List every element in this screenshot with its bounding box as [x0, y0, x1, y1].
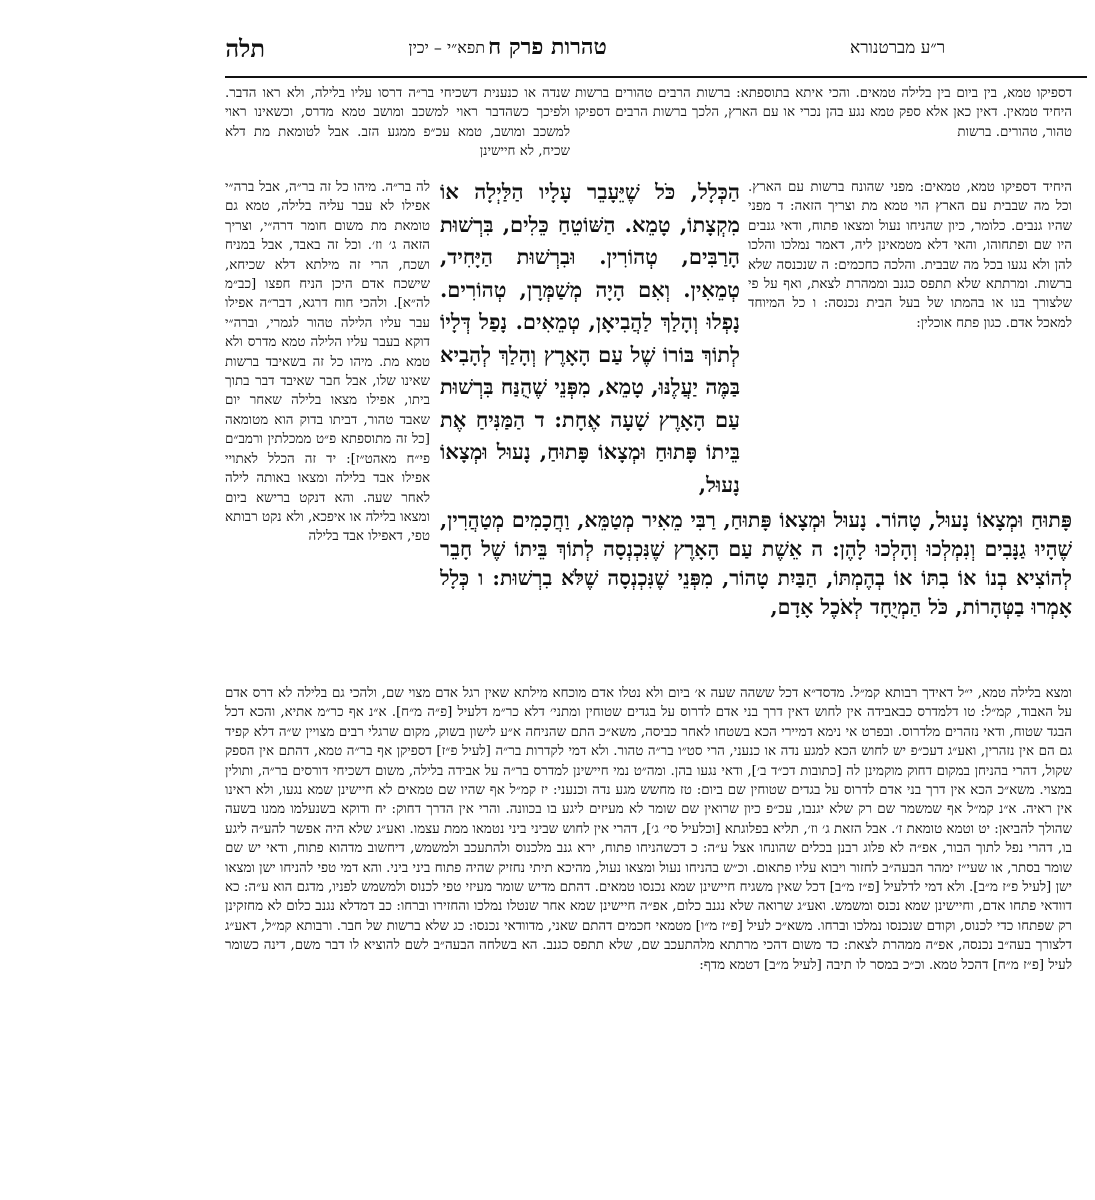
bartenura-commentary-column: היחיד דספיקו טמא, טמאים: מפני שהונח ברשות עם הארץ. וכל מה שבבית עם הארץ הוי טמא מת וצריך הזאה: ד מפני שהיו גנבים. כלומר, כיון שהניחו נעול ומצאו פתוח, ודאי גנבים היו שם ופתחוהו, והאי דלא מטמאינן ליה, דאמר נמלכו והלכו להן ולא נגעו בכל מה שבבית. והלכה כחכמים: ה שנכנסה שלא ברשות. ומרתתא שלא תתפס כגנב וממהרת לצאת, ואף על פי שלצורך בנו או בהמתו של בעל הבית נכנסה: ו כל המיוחד למאכל אדם. כגון פתח אוכלין: [748, 180, 1072, 331]
bartenura-commentary-top: דספיקו טמא, בין ביום בין בלילה טמאים. והכי איתא בתוספתא: ברשות הרבים טהורים ברשות היחיד טמאין. דאין כאן אלא ספק טמא נגע בהן נכרי או עם הארץ, הלכך ברשות הרבים דספיקו טהור, טהורים. ברשות [575, 86, 1072, 140]
yachin-commentary-column: לה בר״ה. מיהו כל זה בר״ה, אבל ברה״י אפילו לא עבר עליה בלילה, טמא גם טומאת מת משום חומר דרה״י, וצריך הזאה ג׳ וז׳. וכל זה באבד, אבל במניח ושכח, הרי זה מילתא דלא שכיחא, שישכח אדם היכן הניח חפצו [כב״מ לה״א]. ולהכי חוח דרגא, דבר״ה אפילו עבר עליו הלילה טהור לגמרי, וברה״י דוקא בעבר עליו הלילה טמא מדרס ולא טמא מת. מיהו כל זה בשאיבד ברשות שאינו שלו, אבל חבר שאיבד דבר בתוך ביתו, אפילו מצאו בלילה שאחר יום שאבד טהור, דביתו בדוק הוא מטומאה [כל זה מתוספתא פ״ט ממכלתין ורמב״ם פי״ח מאהט״ז]: יד זה הכלל לאתויי אפילו אבד בלילה ומצאו באותה לילה לאחר שעה. והא דנקט ברישא ביום ומצאו בלילה או איפכא, ולא נקט רבותא טפי, דאפילו אבד בלילה [225, 180, 430, 545]
yachin-commentary-bottom: ומצא בלילה טמא, י״ל דאידך רבותא קמ״ל. מדסד״א דכל ששהה שעה א׳ ביום ולא נטלו אדם מוכחא מילתא שאין רגל אדם מצוי שם, ולהכי גם בלילה לא דרס אדם על האבוד, קמ״ל: טו דלמדרס כבאבידה אין לחוש דאין דרך בני אדם לדרוס על בגדים שטוחין ומתני׳ דלא כר״מ דלעיל [פ״ה מ״ח]. א״נ אף כר״מ אתיא, והכא דכל הבגד שטוח, ודאי נזהרים מלדרוס. ובפרט אי נימא דמיירי הכא בשטחו לאחר כביסה, משא״כ התם שהניחה א״ע לישון בשוק, מקום שרגלי רבים מצויין ש״ה דלא קפיד גם הם אין נזהרין, ואע״ג דעכ״פ יש לחוש הכא למגע נדה או כנעני, הרי סט״ו בר״ה טהור. ולא דמי לקדרות בר״ה [לעיל פ״ז] דספיקן אף בר״ה טמא, דהתם אין הספק שקול, דהרי בהניחן במקום דחוק מוקמינן לה [כתובות דכ״ד ב׳], ודאי נגעו בהן. ומה״ט נמי חיישינן למדרס בר״ה על אבידה בלילה, משום דשכיחי דורסים בר״ה, ותולין במצוי. משא״כ הכא אין דרך בני אדם לדרוס על בגדים שטוחין שם ביום: טז מחשש מגע נדה וכנעני: יז קמ״ל אף שהיו שם טמאים לא חיישינן שמא נגעו, ולא ראינו אין ראיה. א״נ קמ״ל אף שמשמר שם רק שלא יגנבו, עכ״פ כיון שרואין שם שומר לא מעיזים ליגע בו בכוונה. והרי אין הדרך דחוק: יח ודוקא בשנעלמו ממנו בשעה שהולך להביאן: יט וטמא טומאת ז׳. אבל הזאת ג׳ וז׳, תליא בפלוגתא [וכלעיל סי׳ ג׳], דהרי אין לחוש שביני ביני נטמאו ממת עצמו. ואע״ג שלא היה אפשר להע״ה ליגע בו, דהרי נפל לתוך הבור, אפ״ה לא פלוג רבנן בכלים שהונחו אצל ע״ה: כ דכשהניחו פתוח, ירא גנב מלכנוס ולהתעכב ולמשמש, דיחשוב מדהוא פתוח, ודאי יש שם שומר בסתר, או שעי״ז ימהר הבעה״ב לחזור ויבוא עליו פתאום. וכ״ש בהניחו נעול ומצאו נעול, מהיכא תיתי נחזיק שהיה פתוח ביני ביני. והא דמי טפי להניחו ישן ומצאו ישן [לעיל פ״ז מ״ב]. ולא דמי לדלעיל [פ״ז מ״ב] דכל שאין משגיח חיישינן שמא נכנסו טמאים. דהתם מדיש שומר מעיזי טפי לכנוס ולמשמש לפניו, מדגם הוא ע״ה: כא דוודאי פתחו אדם, וחיישינן שמא נכנס ומשמש. ואע״ג שרואה שלא נגנב כלום, אפ״ה חיישינן שמא אחר שנטלו נמלכו והחזירו וברחו: כב דמדלא נגנב כלום לא מחזקינן רק שפתחו כדי לכנוס, וקודם שנכנסו נמלכו וברחו. משא״כ לעיל [פ״ז מ״ו] מטמאי חכמים דהתם שאני, מדוודאי נכנסו: כג שלא ברשות של חבר. ורבותא קמ״ל, דאע״ג דלצורך בעה״ב נכנסה, אפ״ה ממהרת לצאת: כד משום דהכי מרתתא מלהתעכב שם, שלא תתפס כגנב. הא בשלחה הבעה״ב לשם להוציא לו דבר משם, דינה כשומר לעיל [פ״ז מ״ח] דהכל טמא. וכ״כ במסר לו תיבה [לעיל מ״ב] דטמא מדף: [225, 686, 1072, 973]
mishnah-text-column: הַכְּלָל, כֹּל שֶׁיֵּעָבֵר עָלָיו הַלַּיְלָה אוֹ מִקְצָתוֹ, טָמֵא. הַשּׁוֹטֵחַ כֵּלִים, בִּרְשׁוּת הָרַבִּים, טְהוֹרִין. וּבִרְשׁוּת הַיָּחִיד, טְמֵאִין. וְאִם הָיָה מְשַׁמְּרָן, טְהוֹרִים. נָפְלוּ וְהָלַךְ לַהֲבִיאָן, טְמֵאִים. נָפַל דְּלָיוֹ לְתוֹךְ בּוֹרוֹ שֶׁל עַם הָאָרֶץ וְהָלַךְ לְהָבִיא בַּמֶּה יַעֲלֶנּוּ, טָמֵא, מִפְּנֵי שֶׁהֻנַּח בִּרְשׁוּת עַם הָאָרֶץ שָׁעָה אֶחָת: ד הַמַּנִּיחַ אֶת בֵּיתוֹ פָּתוּחַ וּמְצָאוֹ פָּתוּחַ, נָעוּל וּמְצָאוֹ נָעוּל, [440, 179, 740, 497]
folio-number: תלה [225, 34, 265, 63]
header-title: טהרות פרק ח [488, 34, 607, 60]
mishnah-text-wide: פָּתוּחַ וּמְצָאוֹ נָעוּל, טָהוֹר. נָעוּל וּמְצָאוֹ פָּתוּחַ, רַבִּי מֵאִיר מְטַמֵּא, וַחֲכָמִים מְטַהֲרִין, שֶׁהָיוּ גַנָּבִים וְנִמְלְכוּ וְהָלְכוּ לָהֶן: ה אֵשֶׁת עַם הָאָרֶץ שֶׁנִּכְנְסָה לְתוֹךְ בֵּיתוֹ שֶׁל חָבֵר לְהוֹצִיא בְנוֹ אוֹ בִתּוֹ אוֹ בְהֶמְתּוֹ, הַבַּיִת טָהוֹר, מִפְּנֵי שֶׁנִּכְנְסָה שֶׁלֹּא בִרְשׁוּת: ו כְּלָל אָמְרוּ בַטְּהָרוֹת, כֹּל הַמְיֻחָד לְאֹכֶל אָדָם, [440, 508, 1072, 619]
header-bartenura-label: ר״ע מברטנורא [850, 38, 946, 58]
header-commentary-label: תפא״י – יכין [408, 38, 485, 57]
yachin-commentary-top: שנדה או כנענית דשכיחי בר״ה דרסו עליו בלילה, ולא ראו הדבר. ולפיכך כשהדבר ראוי למשכב ומושב טמא מדרס, וכשאינו ראוי למשכב ומושב, טמא עכ״פ ממגע הזב. אבל לטומאת מת דלא שכיח, לא חיישינן [225, 86, 570, 160]
header-rule [225, 76, 1087, 78]
